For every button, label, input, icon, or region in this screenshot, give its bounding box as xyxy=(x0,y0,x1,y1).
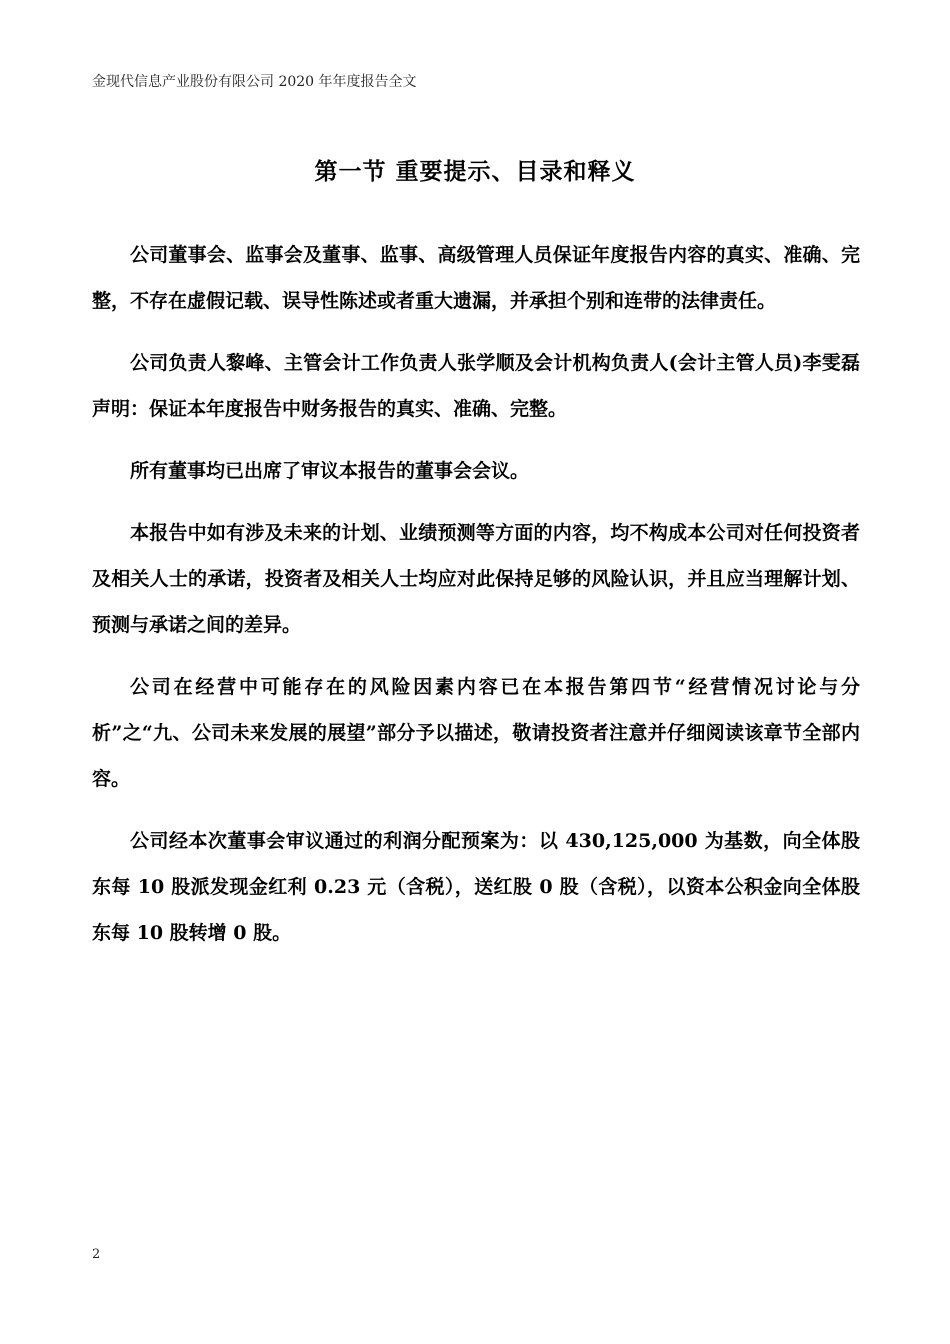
paragraph-profit-distribution: 公司经本次董事会审议通过的利润分配预案为：以 430,125,000 为基数，向全体股东每 10 股派发现金红利 0.23 元（含税），送红股 0 股（含税），以资本公积金向全体股东每 10 股转增 0 股。 xyxy=(92,830,860,944)
page-number: 2 xyxy=(92,1247,101,1262)
paragraph-board-guarantee: 公司董事会、监事会及董事、监事、高级管理人员保证年度报告内容的真实、准确、完整，不存在虚假记载、误导性陈述或者重大遗漏，并承担个别和连带的法律责任。 xyxy=(92,244,860,312)
paragraph-responsible-persons-statement: 公司负责人黎峰、主管会计工作负责人张学顺及会计机构负责人(会计主管人员)李雯磊声明：保证本年度报告中财务报告的真实、准确、完整。 xyxy=(92,352,860,420)
running-header: 金现代信息产业股份有限公司 2020 年年度报告全文 xyxy=(92,74,417,90)
paragraph-risk-factors: 公司在经营中可能存在的风险因素内容已在本报告第四节“经营情况讨论与分析”之“九、公司未来发展的展望”部分予以描述，敬请投资者注意并仔细阅读该章节全部内容。 xyxy=(92,676,860,790)
paragraph-forward-looking-disclaimer: 本报告中如有涉及未来的计划、业绩预测等方面的内容，均不构成本公司对任何投资者及相关人士的承诺，投资者及相关人士均应对此保持足够的风险认识，并且应当理解计划、预测与承诺之间的差异。 xyxy=(92,522,860,636)
section-title: 第一节 重要提示、目录和释义 xyxy=(314,158,636,185)
paragraph-directors-attendance: 所有董事均已出席了审议本报告的董事会会议。 xyxy=(130,460,530,482)
body-text xyxy=(92,232,860,972)
